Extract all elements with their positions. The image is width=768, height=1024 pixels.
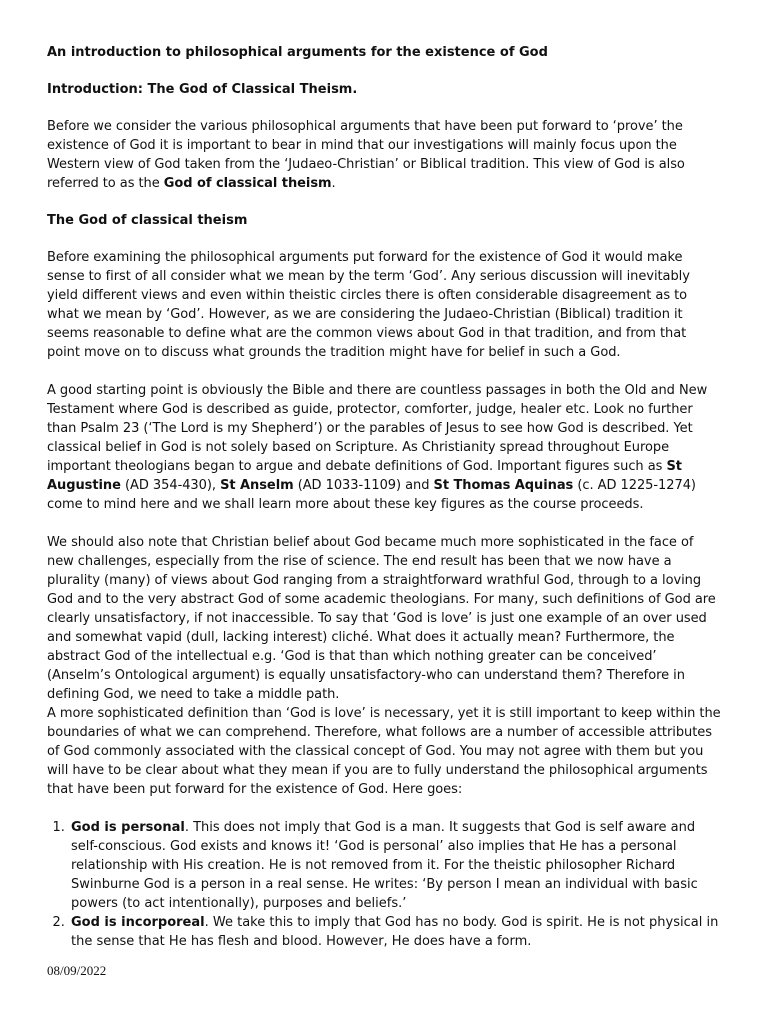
name-anselm: St Anselm: [220, 478, 294, 493]
list-item: [69, 818, 721, 913]
classical-theism-term: God of classical theism: [163, 176, 332, 191]
paragraph-2: [47, 381, 721, 514]
document-title: An introduction to philosophical arguments for the existence of God: [47, 45, 548, 60]
document-page: [47, 44, 721, 951]
intro-paragraph: [47, 117, 721, 193]
attribute-term: God is personal: [71, 820, 185, 835]
name-aquinas: St Thomas Aquinas: [433, 478, 574, 493]
intro-paragraph-text: Before we consider the various philosophical arguments that have been put forward to ‘prove’ the existence of God it is important to bear in mind that our investigations will mainly focus upon the Western view of God taken from the ‘Judaeo-Christian’ or Biblical tradition. This view of God is also referred to as the: [47, 119, 685, 191]
name-augustine: St Augustine: [47, 459, 682, 493]
paragraph-3: We should also note that Christian belief about God became much more sophisticated in the face of new challenges, especially from the rise of science. The end result has been that we now have a plurality (many) of views about God ranging from a straightforward wrathful God, through to a loving God and to the very abstract God of some academic theologians. For many, such definitions of God are clearly unsatisfactory, if not inaccessible. To say that ‘God is love’ is just one example of an over used and somewhat vapid (dull, lacking interest) cliché. What does it actually mean? Furthermore, the abstract God of the intellectual e.g. ‘God is that than which nothing greater can be conceived’ (Anselm’s Ontological argument) is equally unsatisfactory-who can understand them? Therefore in defining God, we need to take a middle path.: [47, 535, 716, 702]
attribute-text: . We take this to imply that God has no body. God is spirit. He is not physical in the sense that He has flesh and blood. However, He does have a form.: [71, 915, 719, 949]
paragraph-2-text-3: (AD 1033-1109) and: [293, 478, 434, 493]
footer-date: 08/09/2022: [47, 963, 107, 978]
paragraph-2-text-2: (AD 354-430),: [120, 478, 221, 493]
attributes-list: [47, 818, 721, 951]
paragraph-1: Before examining the philosophical arguments put forward for the existence of God it would make sense to first of all consider what we mean by the term ‘God’. Any serious discussion will inevitably yield different views and even within theistic circles there is often considerable disagreement as to what we mean by ‘God’. However, as we are considering the Judaeo-Christian (Biblical) tradition it seems reasonable to define what are the common views about God in that tradition, and from that point move on to discuss what grounds the tradition might have for belief in such a God.: [47, 250, 690, 360]
introduction-heading: Introduction: The God of Classical Theism.: [47, 82, 358, 97]
paragraph-2-text-4: (c. AD 1225-1274) come to mind here and we shall learn more about these key figures as the course proceeds.: [47, 478, 696, 512]
attribute-term: God is incorporeal: [71, 915, 205, 930]
paragraph-2-text-1: A good starting point is obviously the Bible and there are countless passages in both the Old and New Testament where God is described as guide, protector, comforter, judge, healer etc. Look no further than Psalm 23 (‘The Lord is my Shepherd’) or the parables of Jesus to see how God is described. Yet classical belief in God is not solely based on Scripture. As Christianity spread throughout Europe important theologians began to argue and debate definitions of God. Important figures such as: [47, 383, 708, 474]
paragraph-4: A more sophisticated definition than ‘God is love’ is necessary, yet it is still important to keep within the boundaries of what we can comprehend. Therefore, what follows are a number of accessible attributes of God commonly associated with the classical concept of God. You may not agree with them but you will have to be clear about what they mean if you are to fully understand the philosophical arguments that have been put forward for the existence of God. Here goes:: [47, 706, 721, 797]
list-item: [69, 913, 721, 951]
section-heading: The God of classical theism: [47, 213, 248, 228]
attribute-text: . This does not imply that God is a man. It suggests that God is self aware and self-conscious. God exists and knows it! ‘God is personal’ also implies that He has a personal relationship with His creation. He is not removed from it. For the theistic philosopher Richard Swinburne God is a person in a real sense. He writes: ‘By person I mean an individual with basic powers (to act intentionally), purposes and beliefs.’: [71, 820, 698, 911]
intro-paragraph-end: .: [331, 176, 336, 191]
